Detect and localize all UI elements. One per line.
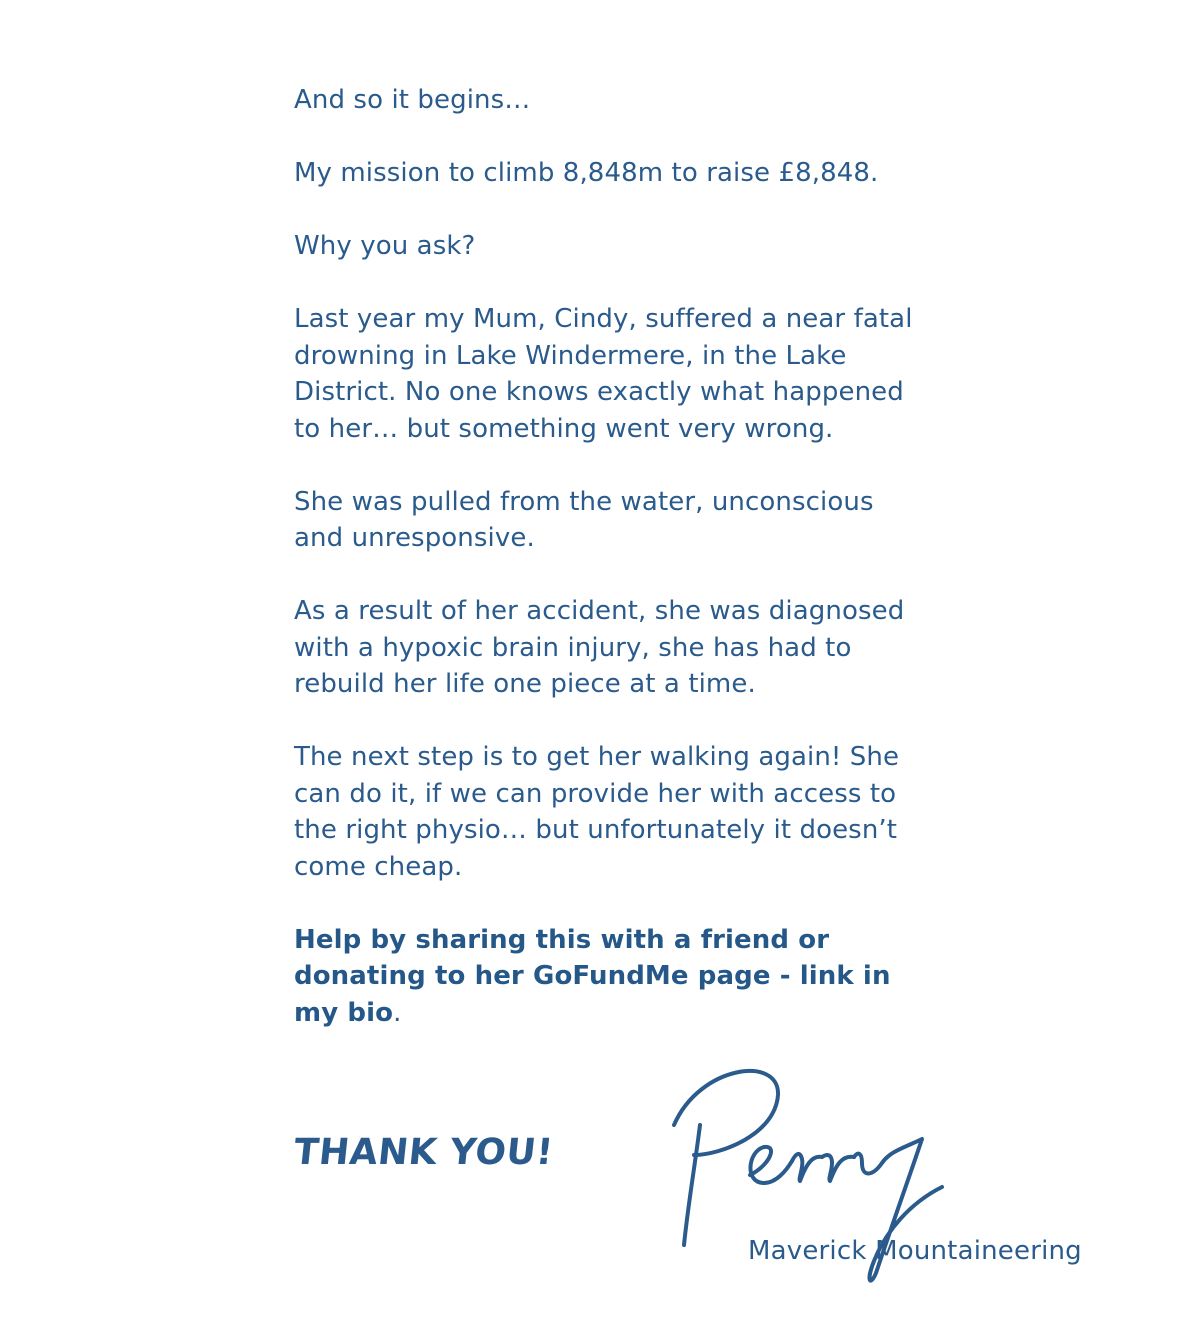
call-to-action — [294, 922, 914, 1032]
call-to-action-period: . — [393, 997, 402, 1028]
paragraph-rescue: She was pulled from the water, unconscious and unresponsive. — [294, 486, 874, 553]
letter-body — [294, 82, 914, 1068]
paragraph-story: Last year my Mum, Cindy, suffered a near fatal drowning in Lake Windermere, in the Lake District. No one knows exactly what happened to her… but something went very wrong. — [294, 304, 913, 444]
call-to-action-bold: Help by sharing this with a friend or donating to her GoFundMe page - link in my bio — [294, 924, 891, 1028]
paragraph-why: Why you ask? — [294, 231, 476, 261]
thank-you-heading: THANK YOU! — [291, 1132, 556, 1173]
paragraph-intro: And so it begins… — [294, 85, 531, 115]
paragraph-mission: My mission to climb 8,848m to raise £8,848. — [294, 158, 879, 188]
paragraph-diagnosis: As a result of her accident, she was diagnosed with a hypoxic brain injury, she has had to rebuild her life one piece at a time. — [294, 596, 905, 699]
brand-name: Maverick Mountaineering — [748, 1236, 1082, 1266]
paragraph-next-step: The next step is to get her walking again! She can do it, if we can provide her with access to the right physio… but unfortunately it doesn’t come cheap. — [294, 742, 900, 882]
